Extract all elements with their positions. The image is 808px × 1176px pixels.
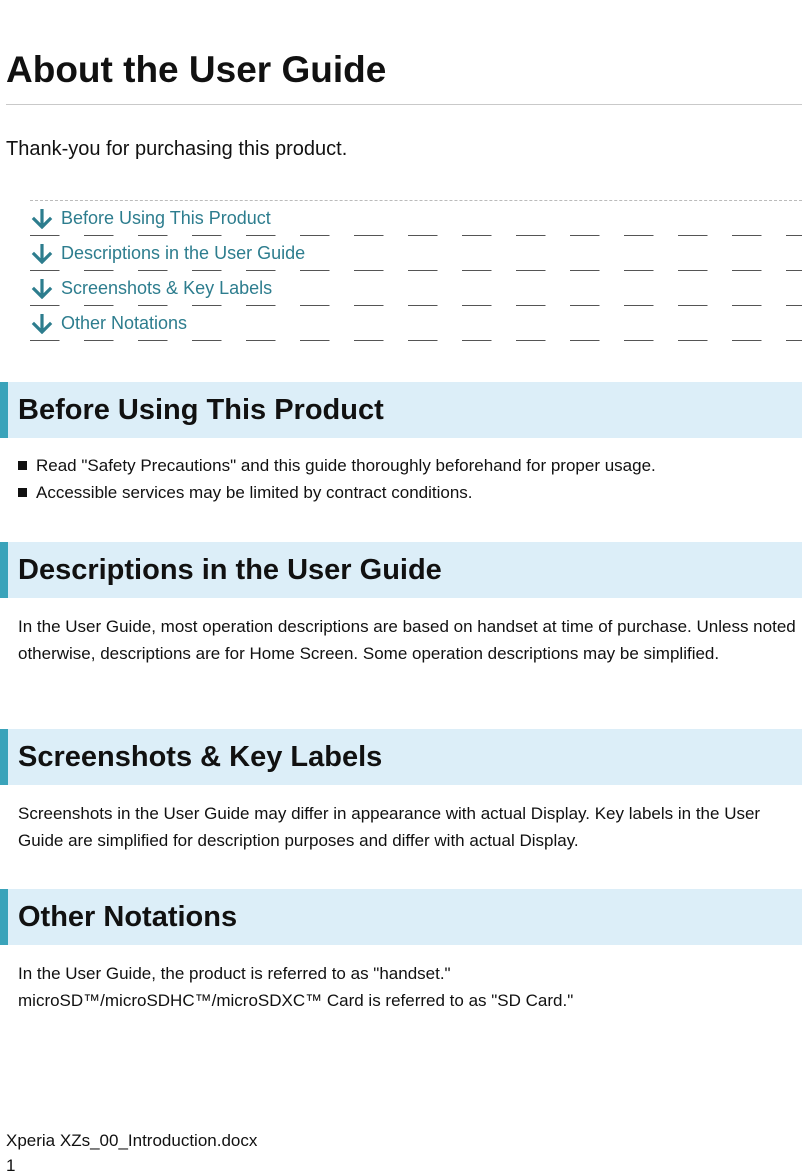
arrow-down-icon: [31, 244, 53, 264]
toc-link[interactable]: Descriptions in the User Guide: [61, 243, 306, 263]
section-accent-bar: [0, 542, 8, 598]
notations-line: microSD™/microSDHC™/microSDXC™ Card is referred to as "SD Card.": [18, 991, 574, 1010]
descriptions-paragraph: In the User Guide, most operation descriptions are based on handset at time of purchase. Unless noted otherwise, descriptions are for Home Screen. Some operation descriptions may be simplified.: [18, 617, 796, 663]
section-header-other-notations: [0, 889, 802, 945]
section-title: Other Notations: [18, 901, 238, 933]
footer-filename: Xperia XZs_00_Introduction.docx: [6, 1131, 258, 1150]
toc-item-before-using[interactable]: [30, 200, 802, 236]
notations-line: In the User Guide, the product is referred to as "handset.": [18, 964, 451, 983]
page-number: 1: [6, 1156, 16, 1175]
toc-link[interactable]: Other Notations: [61, 313, 188, 333]
notations-paragraph: [18, 960, 800, 1014]
square-bullet-icon: [18, 461, 27, 470]
table-of-contents: [30, 200, 802, 341]
section-title: Before Using This Product: [18, 394, 384, 426]
section-accent-bar: [0, 729, 8, 785]
toc-item-descriptions[interactable]: [30, 236, 802, 271]
square-bullet-icon: [18, 488, 27, 497]
list-item: [18, 452, 798, 479]
arrow-down-icon: [31, 279, 53, 299]
screenshots-paragraph: Screenshots in the User Guide may differ in appearance with actual Display. Key labels in the User Guide are simplified for description purposes and differ with actual Display.: [18, 804, 761, 850]
bullet-list: [18, 452, 798, 506]
section-title: Screenshots & Key Labels: [18, 741, 383, 773]
list-item: [18, 479, 798, 506]
intro-text: Thank-you for purchasing this product.: [6, 138, 348, 160]
section-header-before-using: [0, 382, 802, 438]
section-accent-bar: [0, 889, 8, 945]
list-item-text: Read "Safety Precautions" and this guide thoroughly beforehand for proper usage.: [36, 455, 656, 475]
toc-item-other-notations[interactable]: [30, 306, 802, 341]
section-title: Descriptions in the User Guide: [18, 554, 442, 586]
section-accent-bar: [0, 382, 8, 438]
page-title: About the User Guide: [6, 49, 387, 90]
toc-link[interactable]: Before Using This Product: [61, 208, 271, 228]
section-header-descriptions: [0, 542, 802, 598]
toc-link[interactable]: Screenshots & Key Labels: [61, 278, 273, 298]
arrow-down-icon: [31, 314, 53, 334]
list-item-text: Accessible services may be limited by contract conditions.: [36, 482, 473, 502]
title-divider: [6, 104, 802, 105]
arrow-down-icon: [31, 209, 53, 229]
toc-item-screenshots[interactable]: [30, 271, 802, 306]
section-header-screenshots: [0, 729, 802, 785]
